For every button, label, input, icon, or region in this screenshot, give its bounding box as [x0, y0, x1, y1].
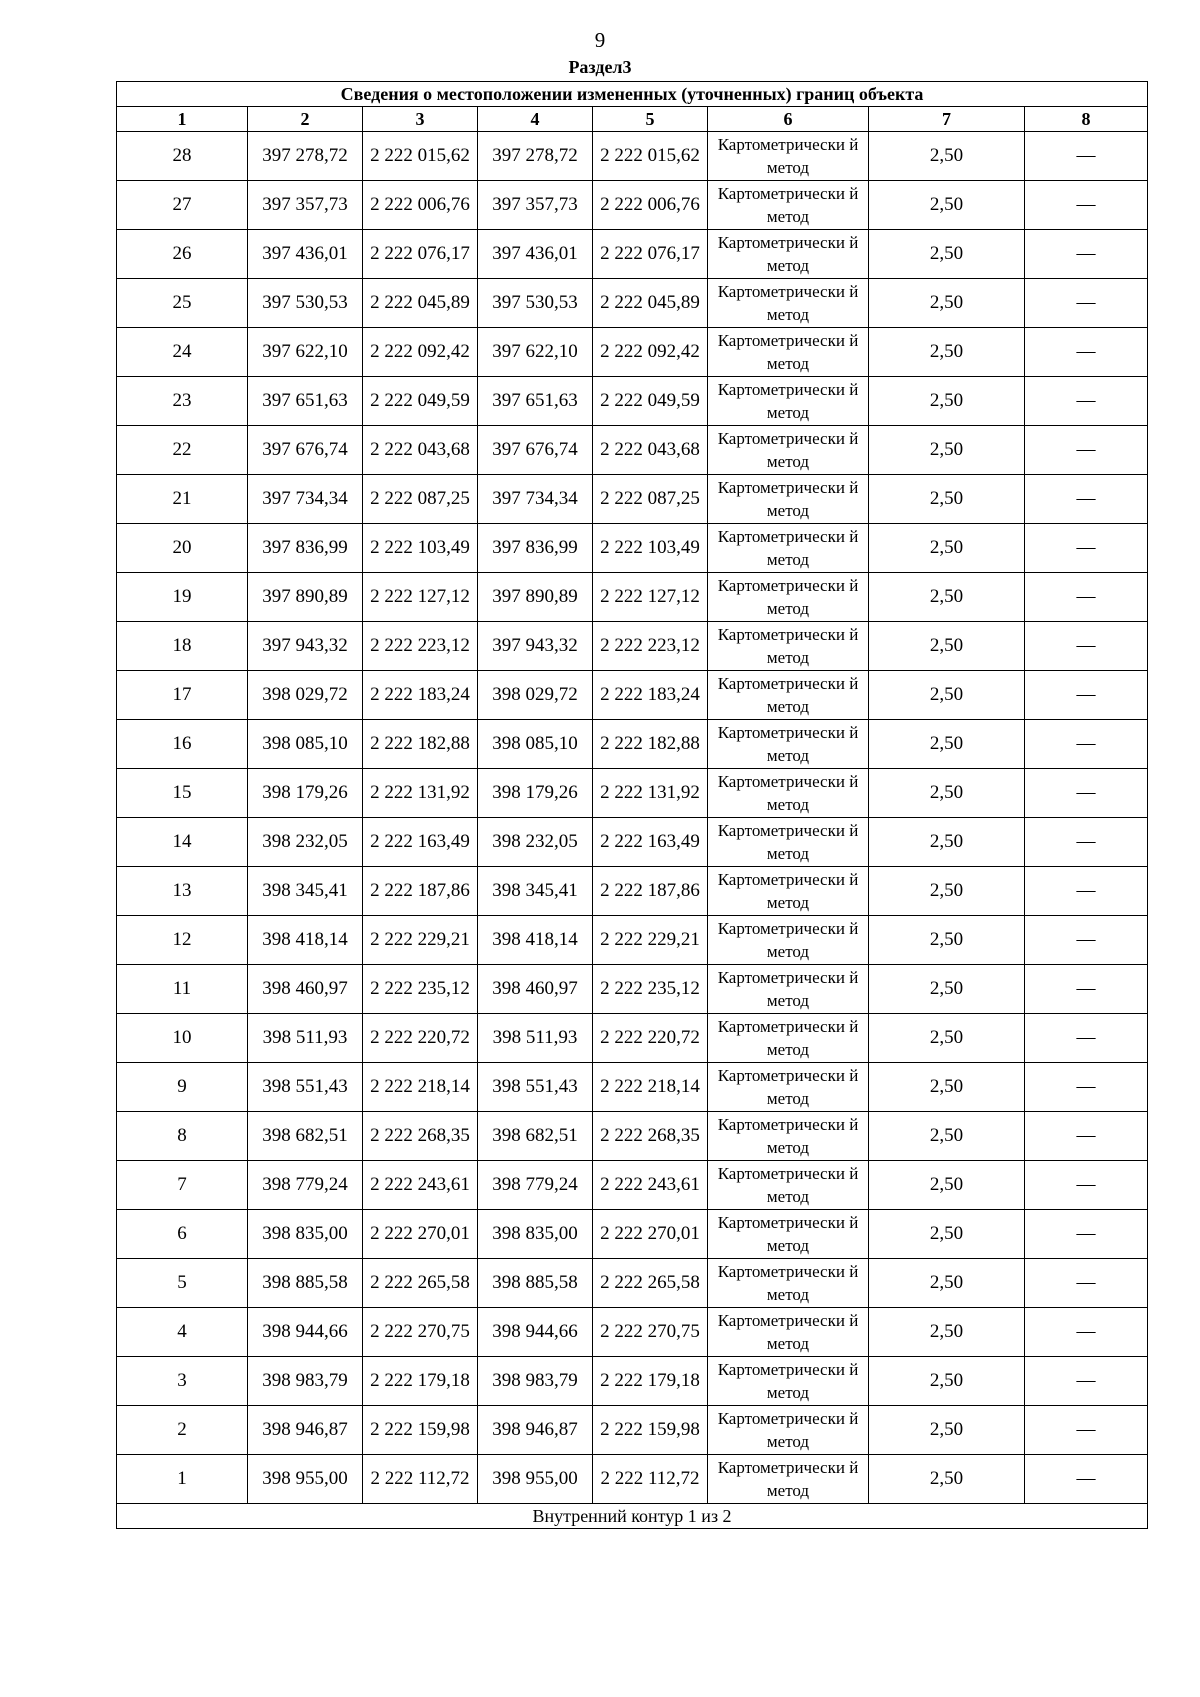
note-cell: — [1025, 1357, 1148, 1406]
accuracy-cell: 2,50 [869, 769, 1025, 818]
table-row [117, 279, 1148, 328]
accuracy-cell: 2,50 [869, 132, 1025, 181]
x-existing-cell: 397 622,10 [248, 328, 363, 377]
x-existing-cell: 398 682,51 [248, 1112, 363, 1161]
y-existing-cell: 2 222 218,14 [363, 1063, 478, 1112]
y-existing-cell: 2 222 265,58 [363, 1259, 478, 1308]
table-caption: Сведения о местоположении измененных (уточненных) границ объекта [117, 82, 1148, 107]
x-existing-cell: 398 955,00 [248, 1455, 363, 1504]
y-new-cell: 2 222 076,17 [593, 230, 708, 279]
page-number: 9 [594, 28, 606, 52]
table-row [117, 622, 1148, 671]
column-number: 3 [363, 107, 478, 132]
point-number-cell: 10 [117, 1014, 248, 1063]
section-title: Раздел3 [568, 57, 632, 77]
y-existing-cell: 2 222 183,24 [363, 671, 478, 720]
point-number-cell: 27 [117, 181, 248, 230]
accuracy-cell: 2,50 [869, 965, 1025, 1014]
column-number-row [117, 107, 1148, 132]
y-existing-cell: 2 222 087,25 [363, 475, 478, 524]
table-row [117, 1308, 1148, 1357]
point-number-cell: 23 [117, 377, 248, 426]
point-number-cell: 22 [117, 426, 248, 475]
x-new-cell: 398 511,93 [478, 1014, 593, 1063]
table-row [117, 818, 1148, 867]
y-new-cell: 2 222 265,58 [593, 1259, 708, 1308]
column-number: 1 [117, 107, 248, 132]
x-existing-cell: 397 530,53 [248, 279, 363, 328]
method-cell: Картометрически й метод [708, 524, 869, 573]
x-existing-cell: 398 779,24 [248, 1161, 363, 1210]
method-cell: Картометрически й метод [708, 1308, 869, 1357]
table-row [117, 181, 1148, 230]
accuracy-cell: 2,50 [869, 230, 1025, 279]
point-number-cell: 28 [117, 132, 248, 181]
accuracy-cell: 2,50 [869, 1259, 1025, 1308]
x-existing-cell: 398 511,93 [248, 1014, 363, 1063]
point-number-cell: 25 [117, 279, 248, 328]
note-cell: — [1025, 181, 1148, 230]
y-new-cell: 2 222 112,72 [593, 1455, 708, 1504]
note-cell: — [1025, 328, 1148, 377]
y-existing-cell: 2 222 049,59 [363, 377, 478, 426]
x-new-cell: 398 085,10 [478, 720, 593, 769]
method-cell: Картометрически й метод [708, 573, 869, 622]
x-existing-cell: 398 179,26 [248, 769, 363, 818]
table-body [117, 132, 1148, 1504]
point-number-cell: 15 [117, 769, 248, 818]
y-existing-cell: 2 222 127,12 [363, 573, 478, 622]
x-new-cell: 397 357,73 [478, 181, 593, 230]
note-cell: — [1025, 867, 1148, 916]
note-cell: — [1025, 1014, 1148, 1063]
y-new-cell: 2 222 043,68 [593, 426, 708, 475]
method-cell: Картометрически й метод [708, 475, 869, 524]
accuracy-cell: 2,50 [869, 916, 1025, 965]
x-new-cell: 397 651,63 [478, 377, 593, 426]
x-new-cell: 397 836,99 [478, 524, 593, 573]
x-new-cell: 397 890,89 [478, 573, 593, 622]
accuracy-cell: 2,50 [869, 573, 1025, 622]
x-new-cell: 398 944,66 [478, 1308, 593, 1357]
point-number-cell: 12 [117, 916, 248, 965]
x-existing-cell: 398 345,41 [248, 867, 363, 916]
table-row [117, 769, 1148, 818]
table-row [117, 1161, 1148, 1210]
table-row [117, 916, 1148, 965]
note-cell: — [1025, 524, 1148, 573]
accuracy-cell: 2,50 [869, 1063, 1025, 1112]
method-cell: Картометрически й метод [708, 622, 869, 671]
table-row [117, 1210, 1148, 1259]
y-new-cell: 2 222 092,42 [593, 328, 708, 377]
y-new-cell: 2 222 087,25 [593, 475, 708, 524]
x-new-cell: 398 779,24 [478, 1161, 593, 1210]
point-number-cell: 16 [117, 720, 248, 769]
accuracy-cell: 2,50 [869, 1455, 1025, 1504]
x-existing-cell: 397 651,63 [248, 377, 363, 426]
point-number-cell: 13 [117, 867, 248, 916]
x-new-cell: 397 278,72 [478, 132, 593, 181]
y-new-cell: 2 222 163,49 [593, 818, 708, 867]
table-row [117, 1112, 1148, 1161]
x-new-cell: 398 029,72 [478, 671, 593, 720]
y-new-cell: 2 222 268,35 [593, 1112, 708, 1161]
point-number-cell: 17 [117, 671, 248, 720]
point-number-cell: 26 [117, 230, 248, 279]
x-new-cell: 398 955,00 [478, 1455, 593, 1504]
table-row [117, 867, 1148, 916]
y-new-cell: 2 222 045,89 [593, 279, 708, 328]
table-row [117, 377, 1148, 426]
method-cell: Картометрически й метод [708, 1406, 869, 1455]
x-existing-cell: 398 029,72 [248, 671, 363, 720]
note-cell: — [1025, 573, 1148, 622]
y-existing-cell: 2 222 092,42 [363, 328, 478, 377]
y-existing-cell: 2 222 187,86 [363, 867, 478, 916]
point-number-cell: 7 [117, 1161, 248, 1210]
method-cell: Картометрически й метод [708, 867, 869, 916]
x-new-cell: 398 232,05 [478, 818, 593, 867]
note-cell: — [1025, 1455, 1148, 1504]
contour-note: Внутренний контур 1 из 2 [117, 1504, 1148, 1529]
y-existing-cell: 2 222 045,89 [363, 279, 478, 328]
table-row [117, 132, 1148, 181]
y-existing-cell: 2 222 220,72 [363, 1014, 478, 1063]
y-new-cell: 2 222 103,49 [593, 524, 708, 573]
x-new-cell: 398 179,26 [478, 769, 593, 818]
method-cell: Картометрически й метод [708, 1455, 869, 1504]
x-existing-cell: 398 460,97 [248, 965, 363, 1014]
x-existing-cell: 397 890,89 [248, 573, 363, 622]
table-row [117, 1357, 1148, 1406]
x-existing-cell: 398 418,14 [248, 916, 363, 965]
x-new-cell: 397 943,32 [478, 622, 593, 671]
note-cell: — [1025, 377, 1148, 426]
table-row [117, 1406, 1148, 1455]
x-new-cell: 398 946,87 [478, 1406, 593, 1455]
point-number-cell: 9 [117, 1063, 248, 1112]
point-number-cell: 1 [117, 1455, 248, 1504]
y-existing-cell: 2 222 131,92 [363, 769, 478, 818]
y-new-cell: 2 222 220,72 [593, 1014, 708, 1063]
method-cell: Картометрически й метод [708, 1161, 869, 1210]
method-cell: Картометрически й метод [708, 671, 869, 720]
y-new-cell: 2 222 006,76 [593, 181, 708, 230]
note-cell: — [1025, 1259, 1148, 1308]
table-row [117, 720, 1148, 769]
accuracy-cell: 2,50 [869, 671, 1025, 720]
table-row [117, 1014, 1148, 1063]
x-new-cell: 397 622,10 [478, 328, 593, 377]
method-cell: Картометрически й метод [708, 916, 869, 965]
column-number: 6 [708, 107, 869, 132]
point-number-cell: 11 [117, 965, 248, 1014]
table-row [117, 475, 1148, 524]
point-number-cell: 19 [117, 573, 248, 622]
accuracy-cell: 2,50 [869, 377, 1025, 426]
x-new-cell: 397 734,34 [478, 475, 593, 524]
point-number-cell: 4 [117, 1308, 248, 1357]
table-row [117, 965, 1148, 1014]
note-cell: — [1025, 1112, 1148, 1161]
y-existing-cell: 2 222 103,49 [363, 524, 478, 573]
note-cell: — [1025, 1161, 1148, 1210]
x-existing-cell: 398 835,00 [248, 1210, 363, 1259]
note-cell: — [1025, 1210, 1148, 1259]
x-existing-cell: 397 278,72 [248, 132, 363, 181]
table-footer-row [117, 1504, 1148, 1529]
point-number-cell: 3 [117, 1357, 248, 1406]
x-new-cell: 398 460,97 [478, 965, 593, 1014]
x-existing-cell: 397 734,34 [248, 475, 363, 524]
accuracy-cell: 2,50 [869, 1357, 1025, 1406]
x-new-cell: 398 345,41 [478, 867, 593, 916]
method-cell: Картометрически й метод [708, 1210, 869, 1259]
point-number-cell: 18 [117, 622, 248, 671]
y-existing-cell: 2 222 229,21 [363, 916, 478, 965]
x-new-cell: 398 551,43 [478, 1063, 593, 1112]
method-cell: Картометрически й метод [708, 720, 869, 769]
note-cell: — [1025, 1063, 1148, 1112]
note-cell: — [1025, 769, 1148, 818]
y-new-cell: 2 222 270,01 [593, 1210, 708, 1259]
y-new-cell: 2 222 131,92 [593, 769, 708, 818]
method-cell: Картометрически й метод [708, 1112, 869, 1161]
y-existing-cell: 2 222 015,62 [363, 132, 478, 181]
x-existing-cell: 397 943,32 [248, 622, 363, 671]
y-new-cell: 2 222 015,62 [593, 132, 708, 181]
note-cell: — [1025, 965, 1148, 1014]
accuracy-cell: 2,50 [869, 867, 1025, 916]
x-new-cell: 397 436,01 [478, 230, 593, 279]
accuracy-cell: 2,50 [869, 524, 1025, 573]
x-new-cell: 397 676,74 [478, 426, 593, 475]
point-number-cell: 24 [117, 328, 248, 377]
x-existing-cell: 398 085,10 [248, 720, 363, 769]
y-new-cell: 2 222 235,12 [593, 965, 708, 1014]
note-cell: — [1025, 622, 1148, 671]
method-cell: Картометрически й метод [708, 1063, 869, 1112]
y-existing-cell: 2 222 006,76 [363, 181, 478, 230]
accuracy-cell: 2,50 [869, 1210, 1025, 1259]
column-number: 7 [869, 107, 1025, 132]
y-existing-cell: 2 222 268,35 [363, 1112, 478, 1161]
x-existing-cell: 397 436,01 [248, 230, 363, 279]
x-existing-cell: 397 357,73 [248, 181, 363, 230]
method-cell: Картометрически й метод [708, 279, 869, 328]
method-cell: Картометрически й метод [708, 132, 869, 181]
point-number-cell: 2 [117, 1406, 248, 1455]
note-cell: — [1025, 1308, 1148, 1357]
y-new-cell: 2 222 049,59 [593, 377, 708, 426]
y-existing-cell: 2 222 235,12 [363, 965, 478, 1014]
y-existing-cell: 2 222 179,18 [363, 1357, 478, 1406]
x-new-cell: 398 885,58 [478, 1259, 593, 1308]
y-new-cell: 2 222 218,14 [593, 1063, 708, 1112]
column-number: 5 [593, 107, 708, 132]
method-cell: Картометрически й метод [708, 328, 869, 377]
boundary-coordinates-table [116, 81, 1148, 1529]
table-row [117, 1259, 1148, 1308]
method-cell: Картометрически й метод [708, 377, 869, 426]
x-existing-cell: 398 946,87 [248, 1406, 363, 1455]
y-existing-cell: 2 222 223,12 [363, 622, 478, 671]
method-cell: Картометрически й метод [708, 426, 869, 475]
accuracy-cell: 2,50 [869, 1308, 1025, 1357]
x-new-cell: 397 530,53 [478, 279, 593, 328]
x-existing-cell: 398 232,05 [248, 818, 363, 867]
method-cell: Картометрически й метод [708, 1014, 869, 1063]
accuracy-cell: 2,50 [869, 1161, 1025, 1210]
y-new-cell: 2 222 243,61 [593, 1161, 708, 1210]
note-cell: — [1025, 230, 1148, 279]
note-cell: — [1025, 916, 1148, 965]
y-existing-cell: 2 222 163,49 [363, 818, 478, 867]
x-existing-cell: 398 944,66 [248, 1308, 363, 1357]
accuracy-cell: 2,50 [869, 720, 1025, 769]
table-row [117, 671, 1148, 720]
x-new-cell: 398 983,79 [478, 1357, 593, 1406]
x-existing-cell: 398 983,79 [248, 1357, 363, 1406]
y-existing-cell: 2 222 182,88 [363, 720, 478, 769]
column-number: 8 [1025, 107, 1148, 132]
x-existing-cell: 397 836,99 [248, 524, 363, 573]
method-cell: Картометрически й метод [708, 769, 869, 818]
method-cell: Картометрически й метод [708, 181, 869, 230]
table-row [117, 328, 1148, 377]
x-existing-cell: 398 885,58 [248, 1259, 363, 1308]
accuracy-cell: 2,50 [869, 328, 1025, 377]
note-cell: — [1025, 475, 1148, 524]
table-caption-row [117, 82, 1148, 107]
y-new-cell: 2 222 183,24 [593, 671, 708, 720]
note-cell: — [1025, 720, 1148, 769]
y-existing-cell: 2 222 043,68 [363, 426, 478, 475]
accuracy-cell: 2,50 [869, 279, 1025, 328]
y-existing-cell: 2 222 076,17 [363, 230, 478, 279]
accuracy-cell: 2,50 [869, 1406, 1025, 1455]
accuracy-cell: 2,50 [869, 1014, 1025, 1063]
accuracy-cell: 2,50 [869, 426, 1025, 475]
point-number-cell: 20 [117, 524, 248, 573]
accuracy-cell: 2,50 [869, 1112, 1025, 1161]
y-existing-cell: 2 222 270,01 [363, 1210, 478, 1259]
y-existing-cell: 2 222 243,61 [363, 1161, 478, 1210]
note-cell: — [1025, 1406, 1148, 1455]
note-cell: — [1025, 671, 1148, 720]
table-row [117, 573, 1148, 622]
x-existing-cell: 398 551,43 [248, 1063, 363, 1112]
note-cell: — [1025, 818, 1148, 867]
point-number-cell: 8 [117, 1112, 248, 1161]
y-new-cell: 2 222 182,88 [593, 720, 708, 769]
x-new-cell: 398 682,51 [478, 1112, 593, 1161]
method-cell: Картометрически й метод [708, 230, 869, 279]
y-existing-cell: 2 222 159,98 [363, 1406, 478, 1455]
y-new-cell: 2 222 127,12 [593, 573, 708, 622]
column-number: 2 [248, 107, 363, 132]
table-row [117, 1455, 1148, 1504]
method-cell: Картометрически й метод [708, 965, 869, 1014]
point-number-cell: 14 [117, 818, 248, 867]
accuracy-cell: 2,50 [869, 181, 1025, 230]
y-new-cell: 2 222 159,98 [593, 1406, 708, 1455]
y-new-cell: 2 222 179,18 [593, 1357, 708, 1406]
y-new-cell: 2 222 187,86 [593, 867, 708, 916]
table-row [117, 1063, 1148, 1112]
table-row [117, 524, 1148, 573]
y-new-cell: 2 222 229,21 [593, 916, 708, 965]
accuracy-cell: 2,50 [869, 475, 1025, 524]
accuracy-cell: 2,50 [869, 818, 1025, 867]
column-number: 4 [478, 107, 593, 132]
table-row [117, 230, 1148, 279]
x-existing-cell: 397 676,74 [248, 426, 363, 475]
y-existing-cell: 2 222 112,72 [363, 1455, 478, 1504]
y-new-cell: 2 222 223,12 [593, 622, 708, 671]
point-number-cell: 21 [117, 475, 248, 524]
note-cell: — [1025, 426, 1148, 475]
method-cell: Картометрически й метод [708, 1259, 869, 1308]
note-cell: — [1025, 132, 1148, 181]
y-existing-cell: 2 222 270,75 [363, 1308, 478, 1357]
accuracy-cell: 2,50 [869, 622, 1025, 671]
table-row [117, 426, 1148, 475]
method-cell: Картометрически й метод [708, 1357, 869, 1406]
x-new-cell: 398 418,14 [478, 916, 593, 965]
y-new-cell: 2 222 270,75 [593, 1308, 708, 1357]
point-number-cell: 6 [117, 1210, 248, 1259]
point-number-cell: 5 [117, 1259, 248, 1308]
note-cell: — [1025, 279, 1148, 328]
method-cell: Картометрически й метод [708, 818, 869, 867]
x-new-cell: 398 835,00 [478, 1210, 593, 1259]
